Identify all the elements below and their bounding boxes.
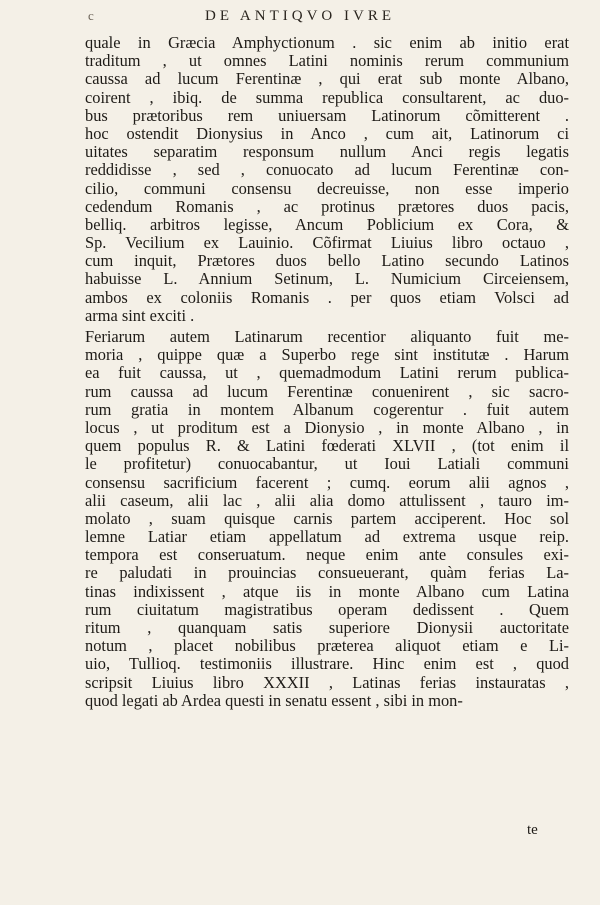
text-line: coirent , ibiq. de summa republica consultarent, ac duo- xyxy=(85,88,569,107)
text-line: uitates separatim responsum nullum Anci regis legatis xyxy=(85,143,569,162)
text-line: uio, Tullioq. testimoniis illustrare. Hinc enim est , quod xyxy=(85,655,569,674)
text-line: le profitetur) conuocabantur, ut Ioui Latiali communi xyxy=(85,455,569,474)
running-head: DE ANTIQVO IVRE xyxy=(205,8,395,24)
paragraph-2 xyxy=(85,328,569,710)
catchword: te xyxy=(527,822,538,838)
text-line: hoc ostendit Dionysius in Anco , cum ait, Latinorum ci xyxy=(85,124,569,143)
text-line: locus , ut proditum est a Dionysio , in monte Albano , in xyxy=(85,418,569,437)
text-line: bus prætoribus rem uniuersam Latinorum cõmitterent . xyxy=(85,106,569,125)
text-line: Sp. Vecilium ex Lauinio. Cõfirmat Liuius libro octauo , xyxy=(85,234,569,253)
text-line: lemne Latiar etiam appellatum ad extrema usque reip. xyxy=(85,528,569,547)
text-line: tempora est conseruatum. neque enim ante consules exi- xyxy=(85,546,569,565)
text-line: quem populus R. & Latini fœderati XLVII , (tot enim il xyxy=(85,437,569,456)
text-line: belliq. arbitros legisse, Ancum Poblicium ex Cora, & xyxy=(85,215,569,234)
corner-mark: c xyxy=(88,8,94,23)
text-line: tinas indixissent , atque iis in monte Albano cum Latina xyxy=(85,582,569,601)
text-line: caussa ad lucum Ferentinæ , qui erat sub monte Albano, xyxy=(85,70,569,89)
text-line: quale in Græcia Amphyctionum . sic enim ab initio erat xyxy=(85,34,569,52)
text-line: reddidisse , sed , conuocato ad lucum Ferentinæ con- xyxy=(85,161,569,180)
text-line: Feriarum autem Latinarum recentior aliquanto fuit me- xyxy=(85,328,569,346)
text-line: scripsit Liuius libro XXXII , Latinas ferias instauratas , xyxy=(85,673,569,692)
text-line: rum gratia in montem Albanum cogerentur . fuit autem xyxy=(85,400,569,419)
text-line: rum ciuitatum magistratibus operam dedissent . Quem xyxy=(85,600,569,619)
text-line: arma sint exciti . xyxy=(85,306,195,325)
text-line: cedendum Romanis , ac protinus prætores duos pacis, xyxy=(85,197,569,216)
text-line: alii caseum, alii lac , alii alia domo attulissent , tauro im- xyxy=(85,491,569,510)
text-line: consensu sacrificium facerent ; cumq. eorum alii agnos , xyxy=(85,473,569,492)
text-line: ambos ex coloniis Romanis . per quos etiam Volsci ad xyxy=(85,288,569,307)
text-line: cilio, communi consensu decreuisse, non esse imperio xyxy=(85,179,569,198)
paragraph-1 xyxy=(85,34,569,325)
text-line: cum inquit, Prætores duos bello Latino secundo Latinos xyxy=(85,252,569,271)
text-block xyxy=(85,34,569,710)
text-line: rum caussa ad lucum Ferentinæ conuenirent , sic sacro- xyxy=(85,382,569,401)
text-line: notum , placet nobilibus præterea aliquot etiam e Li- xyxy=(85,637,569,656)
text-line: quod legati ab Ardea questi in senatu essent , sibi in mon- xyxy=(85,691,463,710)
text-line: ritum , quanquam satis superiore Dionysii auctoritate xyxy=(85,619,569,637)
text-line: traditum , ut omnes Latini nominis rerum communium xyxy=(85,52,569,71)
text-line: ea fuit caussa, ut , quemadmodum Latini rerum publica- xyxy=(85,364,569,383)
text-line: re paludati in prouincias consueuerant, quàm ferias La- xyxy=(85,564,569,583)
text-line: moria , quippe quæ a Superbo rege sint institutæ . Harum xyxy=(85,346,569,365)
text-line: molato , suam quisque carnis partem acciperent. Hoc sol xyxy=(85,509,569,528)
text-line: habuisse L. Annium Setinum, L. Numicium Circeiensem, xyxy=(85,270,569,289)
